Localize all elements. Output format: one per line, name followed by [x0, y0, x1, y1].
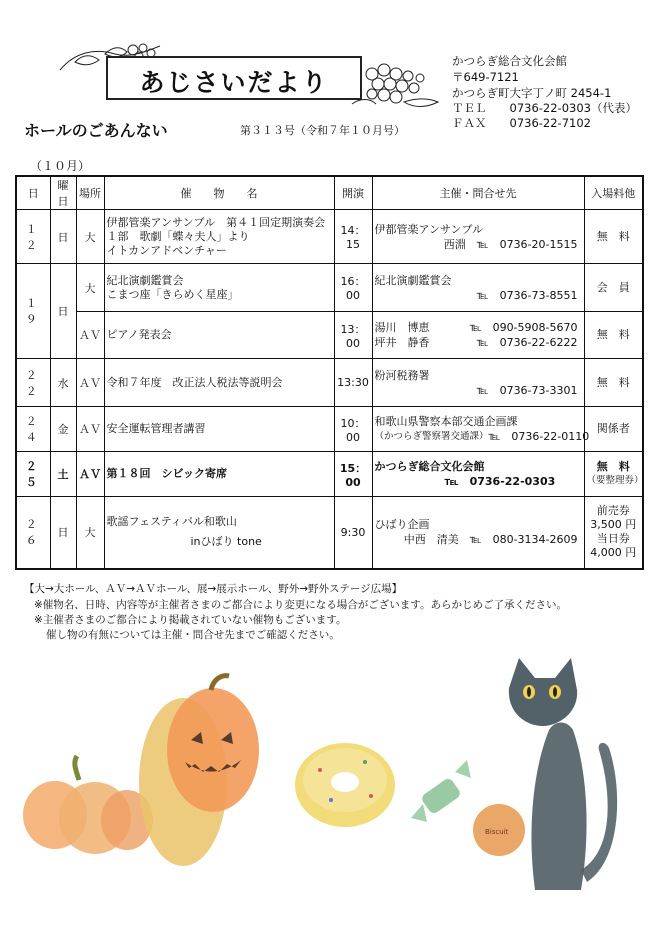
table-row [16, 497, 643, 569]
header-event: 催 物 名 [104, 176, 334, 210]
jack-o-lantern-illustration [139, 676, 259, 866]
table-header-row [16, 176, 643, 210]
cell-day: ２４ [16, 407, 50, 452]
tel-number: ＴＥＬ 0736-22-0303（代表） [452, 101, 637, 115]
donut-illustration [295, 743, 395, 827]
black-cat-illustration [509, 658, 617, 890]
cell-event: 安全運転管理者講習 [104, 407, 334, 452]
organizer-name: 紀北演劇鑑賞会 [374, 273, 452, 287]
cell-place: ＡＶ [76, 452, 104, 497]
event-line: 歌謡フェスティバル和歌山 [106, 515, 237, 529]
cell-weekday: 水 [50, 359, 76, 407]
month-label: （１０月） [30, 159, 91, 173]
table-row [16, 359, 643, 407]
contact-tel: ℡ 0736-22-6222 [476, 336, 578, 349]
organizer-contact: ℡ 0736-73-8551 [476, 288, 578, 302]
fee-value: 無 料 [596, 460, 630, 473]
contact-person: 湯川 博恵 [374, 321, 430, 334]
event-line: inひばり tone [190, 535, 262, 549]
contact-person: 坪井 静香 [374, 336, 430, 349]
cell-organizer [372, 210, 584, 264]
event-line: 紀北演劇鑑賞会 [106, 273, 184, 287]
cell-start: 13：00 [334, 312, 372, 359]
cell-weekday: 日 [50, 210, 76, 264]
event-schedule-table [15, 175, 644, 570]
fee-note: （要整理券） [586, 475, 644, 486]
organizer-contact: 西淵 ℡ 0736-20-1515 [443, 237, 578, 251]
cell-organizer [372, 359, 584, 407]
cell-place: ＡＶ [76, 359, 104, 407]
header-day: 日 [16, 176, 50, 210]
table-row [16, 312, 643, 359]
cell-start: 10：00 [334, 407, 372, 452]
cell-organizer [372, 312, 584, 359]
cell-weekday: 日 [50, 497, 76, 569]
header-organizer: 主催・問合せ先 [372, 176, 584, 210]
cell-day: １９ [16, 264, 50, 359]
cell-weekday: 土 [50, 452, 76, 497]
small-pumpkin-illustration [23, 756, 153, 854]
cell-start: 16：00 [334, 264, 372, 312]
table-row [16, 210, 643, 264]
organizer-contact: 中西 清美 ℡ 080-3134-2609 [403, 533, 578, 547]
organizer-name: ひばり企画 [374, 518, 430, 532]
cell-organizer [372, 452, 584, 497]
fee-line: 前売券 [596, 504, 630, 518]
organizer-contact [375, 320, 582, 335]
table-row [16, 264, 643, 312]
cell-weekday: 金 [50, 407, 76, 452]
cell-weekday: 日 [50, 264, 76, 359]
cell-fee: 無 料 [584, 210, 643, 264]
organizer-name: 伊都管楽アンサンブル [374, 222, 484, 236]
cell-place: 大 [76, 264, 104, 312]
organizer-contact: ℡ 0736-73-3301 [476, 383, 578, 397]
cell-event: 第１８回 シビック寄席 [104, 452, 334, 497]
cookie-illustration [473, 804, 525, 856]
cell-day: １２ [16, 210, 50, 264]
issue-number: 第３１３号（令和７年１０月号） [240, 124, 405, 137]
cell-start: 14：15 [334, 210, 372, 264]
cell-fee: 会 員 [584, 264, 643, 312]
cell-organizer [372, 497, 584, 569]
cell-place: 大 [76, 210, 104, 264]
event-line: こまつ座「きらめく星座」 [106, 287, 239, 301]
cookie-text: Biscuit [485, 828, 509, 836]
cell-event: ピアノ発表会 [104, 312, 334, 359]
cell-start: 15：00 [334, 452, 372, 497]
cell-start: 13:30 [334, 359, 372, 407]
cell-place: 大 [76, 497, 104, 569]
cell-fee [584, 497, 643, 569]
newsletter-title-box [106, 56, 362, 100]
note-confirm: 催し物の有無については主催・問合せ先までご確認ください。 [46, 629, 340, 641]
cell-day: ２２ [16, 359, 50, 407]
cell-organizer [372, 407, 590, 452]
event-line: イトカンアドベンチャー [106, 243, 227, 257]
cell-fee: 無 料 [584, 312, 643, 359]
organizer-sub: （かつらぎ警察署交通課） [374, 431, 489, 442]
organizer-contact: ℡ 0736-22-0303 [444, 475, 556, 488]
contact-tel: ℡ 090-5908-5670 [469, 321, 578, 334]
candy-illustration [411, 760, 471, 822]
address: かつらぎ町大字丁ノ町 2454-1 [452, 86, 612, 100]
hall-heading: ホールのごあんない [24, 121, 168, 140]
cell-start: 9:30 [334, 497, 372, 569]
cell-place: ＡＶ [76, 312, 104, 359]
organizer-contact [375, 335, 582, 350]
org-name: かつらぎ総合文化会館 [452, 54, 567, 68]
organizer-name: 和歌山県警察本部交通企画課 [374, 415, 518, 428]
organizer-contact [374, 429, 590, 444]
cell-event [104, 210, 334, 264]
note-unlisted: ※主催者さまのご都合により掲載されていない催物もございます。 [34, 614, 347, 626]
cell-event [104, 497, 334, 569]
event-line: １部 歌劇「蝶々夫人」より [106, 229, 250, 243]
cell-fee [584, 452, 643, 497]
cell-day: ２５ [16, 452, 50, 497]
header-fee: 入場料他 [584, 176, 643, 210]
cell-event: 令和７年度 改正法人税法等説明会 [104, 359, 334, 407]
fee-line: 3,500 円 [590, 518, 637, 532]
header-start: 開演 [334, 176, 372, 210]
table-row [16, 407, 643, 452]
fax-number: ＦＡＸ 0736-22-7102 [452, 116, 591, 130]
header-weekday: 曜日 [50, 176, 76, 210]
fee-line: 4,000 円 [590, 546, 637, 560]
fee-line: 当日券 [596, 532, 630, 546]
cell-place: ＡＶ [76, 407, 104, 452]
table-row [16, 452, 643, 497]
newsletter-title: あじさいだより [139, 68, 329, 97]
organizer-name: 粉河税務署 [374, 368, 430, 382]
header-place: 場所 [76, 176, 104, 210]
cell-organizer [372, 264, 584, 312]
event-line: 伊都管楽アンサンブル 第４１回定期演奏会 [106, 215, 326, 229]
note-change: ※催物名、日時、内容等が主催者さまのご都合により変更になる場合がございます。あらかじめご了承ください。 [34, 599, 567, 611]
organizer-name: かつらぎ総合文化会館 [374, 460, 485, 473]
autumn-illustrations [15, 650, 645, 920]
contact-tel: ℡ 0736-22-0110 [488, 430, 590, 443]
cell-fee: 無 料 [584, 359, 643, 407]
venue-legend: 【大→大ホール、ＡＶ→ＡＶホール、展→展示ホール、野外→野外ステージ広場】 [24, 583, 403, 595]
postal-code: 〒649-7121 [452, 70, 519, 84]
cell-fee: 関係者 [584, 407, 643, 452]
cell-event [104, 264, 334, 312]
cell-day: ２６ [16, 497, 50, 569]
